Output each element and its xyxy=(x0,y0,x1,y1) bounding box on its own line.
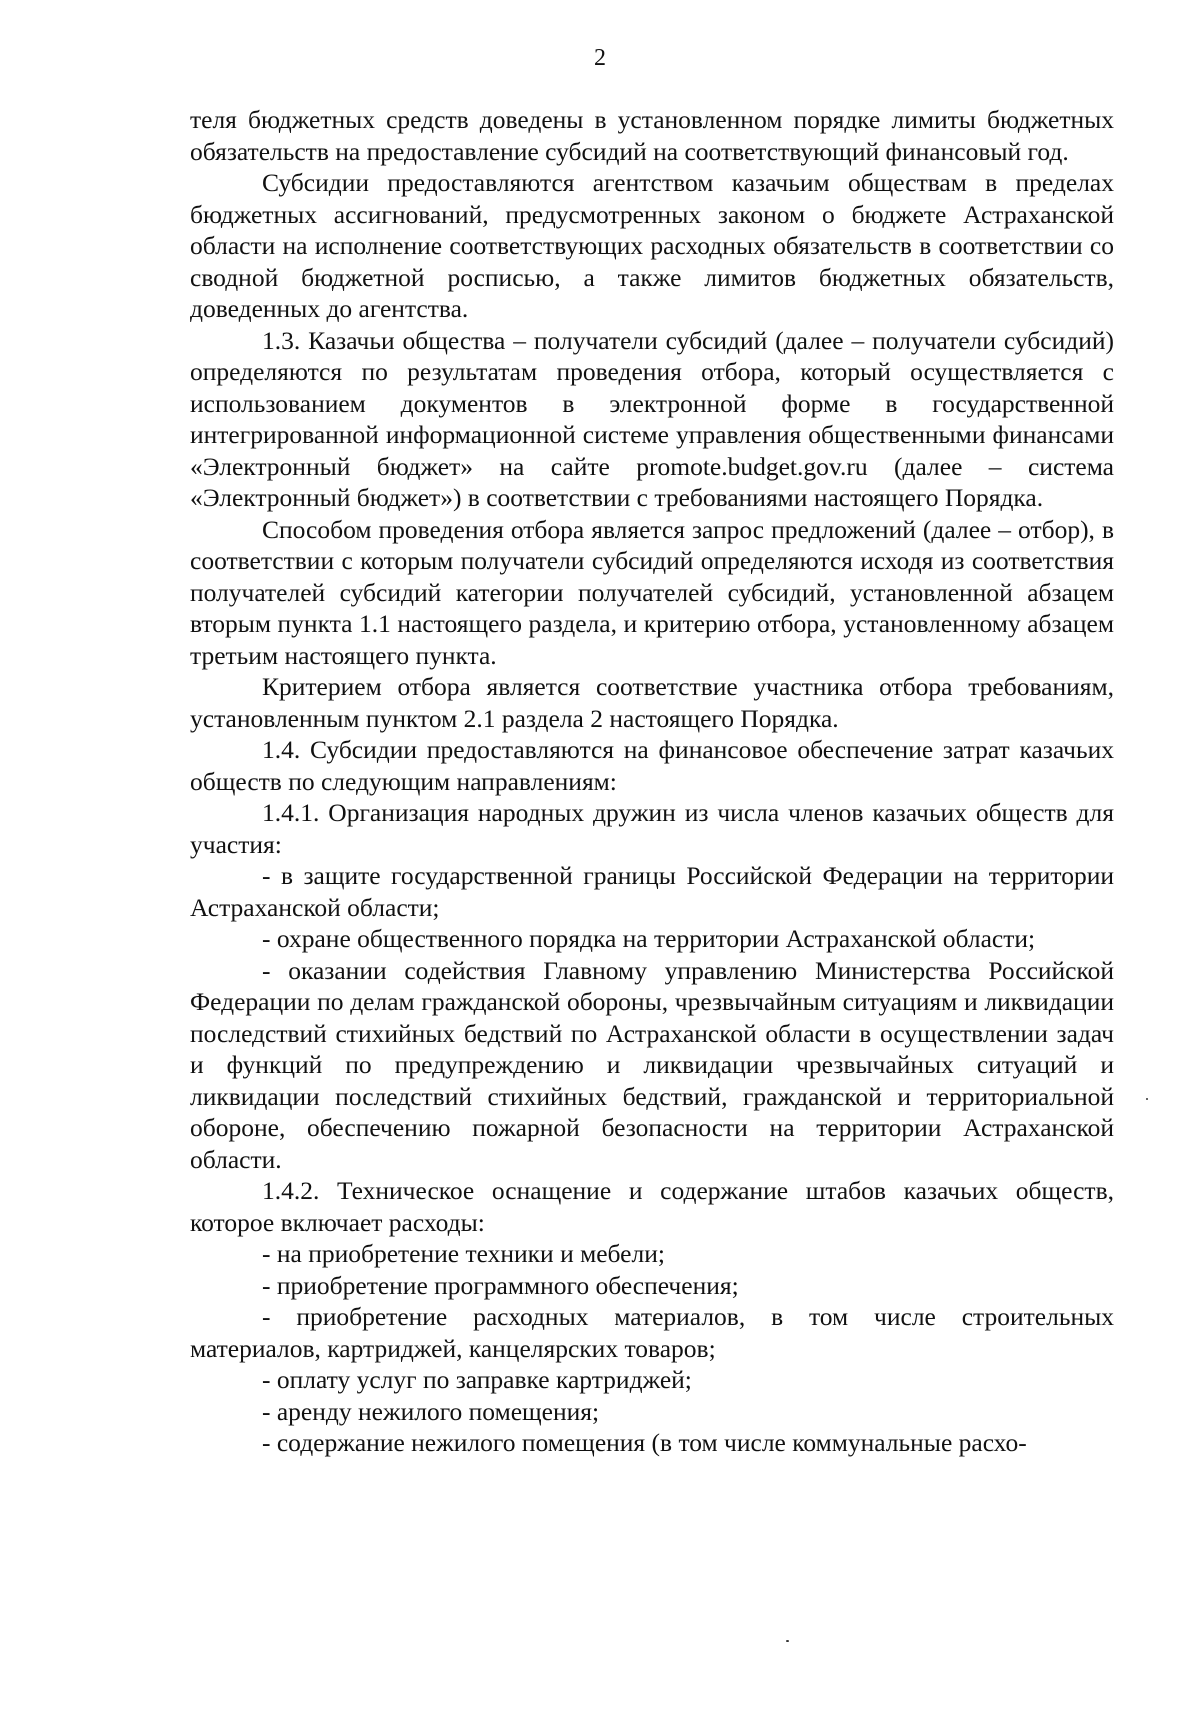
list-item: - на приобретение техники и мебели; xyxy=(262,1239,665,1268)
list-item: - содержание нежилого помещения (в том числе коммунальные расхо- xyxy=(262,1428,1027,1457)
list-item: - охране общественного порядка на территории Астраханской области; xyxy=(262,924,1036,953)
paragraph: Способом проведения отбора является запрос предложений (далее – отбор), в соответствии с которым получатели субсидий определяются исходя из соответствия получателей субсидий категории получателей субсидий, установленной абзацем вторым пункта 1.1 настоящего раздела, и критерию отбора, установленному абзацем третьим настоящего пункта. xyxy=(190,514,1114,670)
paragraph: Субсидии предоставляются агентством казачьим обществам в пределах бюджетных ассигнований, предусмотренных законом о бюджете Астраханской области на исполнение соответствующих расходных обязательств в соответствии со сводной бюджетной росписью, а также лимитов бюджетных обязательств, доведенных до агентства. xyxy=(190,168,1114,323)
list-item: - приобретение расходных материалов, в том числе строительных материалов, картриджей, канцелярских товаров; xyxy=(190,1302,1114,1363)
list-item: - оказании содействия Главному управлению Министерства Российской Федерации по делам гражданской обороны, чрезвычайным ситуациям и ликвидации последствий стихийных бедствий по Астраханской области в осуществлении задач и функций по предупреждению и ликвидации чрезвычайных ситуаций и ликвидации последствий стихийных бедствий, гражданской и территориальной обороне, обеспечению пожарной безопасности на территории Астраханской области. xyxy=(190,955,1114,1174)
paragraph: 1.3. Казачьи общества – получатели субсидий (далее – получатели субсидий) определяются по результатам проведения отбора, который осуществляется с использованием документов в электронной форме в государственной интегрированной информационной системе управления общественными финансами «Электронный бюджет» на сайте promote.budget.gov.ru (далее – система «Электронный бюджет») в соответствии с требованиями настоящего Порядка. xyxy=(190,325,1114,512)
list-item: - оплату услуг по заправке картриджей; xyxy=(262,1365,692,1394)
document-body xyxy=(190,104,1114,1459)
paragraph: теля бюджетных средств доведены в установленном порядке лимиты бюджетных обязательств на предоставление субсидий на соответствующий финансовый год. xyxy=(190,105,1114,166)
paragraph: Критерием отбора является соответствие участника отбора требованиям, установленным пунктом 2.1 раздела 2 настоящего Порядка. xyxy=(190,672,1114,733)
paragraph: 1.4.1. Организация народных дружин из числа членов казачьих обществ для участия: xyxy=(190,798,1114,859)
list-item: - в защите государственной границы Российской Федерации на территории Астраханской области; xyxy=(190,861,1114,922)
paragraph: 1.4. Субсидии предоставляются на финансовое обеспечение затрат казачьих обществ по следующим направлениям: xyxy=(190,735,1114,796)
scan-speck xyxy=(1146,1098,1148,1100)
list-item: - аренду нежилого помещения; xyxy=(262,1396,600,1426)
paragraph: 1.4.2. Техническое оснащение и содержание штабов казачьих обществ, которое включает расходы: xyxy=(190,1176,1114,1237)
page-number: 2 xyxy=(594,45,606,71)
list-item: - приобретение программного обеспечения; xyxy=(262,1270,739,1300)
scan-speck xyxy=(786,1640,789,1642)
